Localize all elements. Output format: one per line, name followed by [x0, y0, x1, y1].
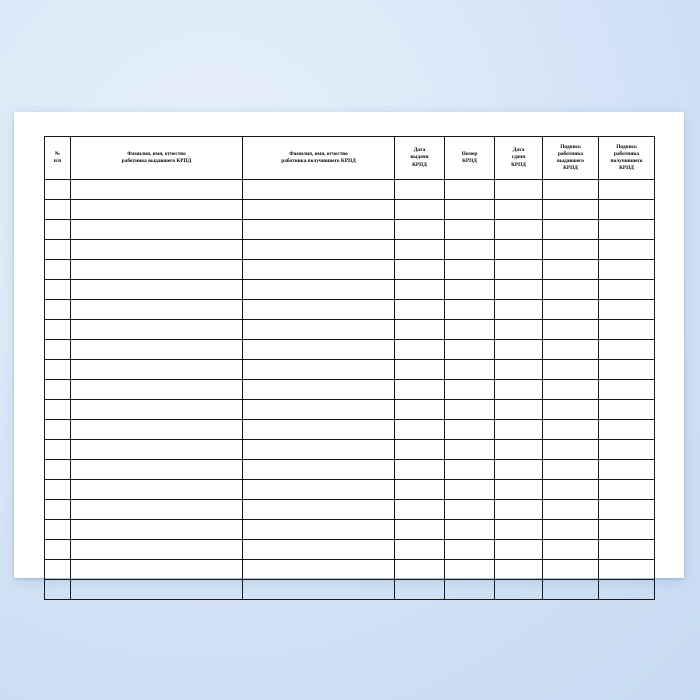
table-cell-return_date[interactable]	[495, 340, 543, 360]
table-cell-no[interactable]	[45, 180, 71, 200]
table-cell-no[interactable]	[45, 560, 71, 580]
table-cell-no[interactable]	[45, 580, 71, 600]
column-header-return-date-line-1: Дата	[512, 147, 525, 154]
table-cell-receiver_name[interactable]	[243, 380, 395, 400]
table-cell-issuer_signature[interactable]	[543, 380, 599, 400]
table-cell-no[interactable]	[45, 540, 71, 560]
table-cell-number[interactable]	[445, 560, 495, 580]
table-cell-issuer_name[interactable]	[71, 580, 243, 600]
table-cell-issuer_signature[interactable]	[543, 280, 599, 300]
table-cell-return_date[interactable]	[495, 480, 543, 500]
column-header-receiver-signature-line-4: КРПД	[619, 165, 634, 172]
table-cell-issuer_name[interactable]	[71, 420, 243, 440]
table-cell-no[interactable]	[45, 400, 71, 420]
table-row	[45, 380, 655, 400]
table-cell-receiver_name[interactable]	[243, 560, 395, 580]
table-row	[45, 320, 655, 340]
table-cell-receiver_signature[interactable]	[599, 220, 655, 240]
table-cell-receiver_name[interactable]	[243, 200, 395, 220]
table-cell-no[interactable]	[45, 480, 71, 500]
paper-sheet	[14, 112, 684, 578]
table-cell-receiver_signature[interactable]	[599, 380, 655, 400]
table-cell-receiver_signature[interactable]	[599, 200, 655, 220]
column-header-receiver-name-line-1: Фамилия, имя, отчество	[289, 150, 348, 157]
table-cell-receiver_name[interactable]	[243, 280, 395, 300]
table-cell-return_date[interactable]	[495, 580, 543, 600]
column-header-number-line-1: Номер	[461, 150, 478, 157]
table-body	[45, 180, 655, 600]
table-cell-issuer_signature[interactable]	[543, 300, 599, 320]
table-cell-issuer_signature[interactable]	[543, 180, 599, 200]
table-cell-issuer_signature[interactable]	[543, 560, 599, 580]
column-header-receiver-signature	[599, 137, 655, 180]
table-cell-issuer_name[interactable]	[71, 540, 243, 560]
table-cell-receiver_signature[interactable]	[599, 280, 655, 300]
table-cell-receiver_name[interactable]	[243, 480, 395, 500]
table-cell-issue_date[interactable]	[395, 220, 445, 240]
table-cell-receiver_name[interactable]	[243, 420, 395, 440]
table-row	[45, 440, 655, 460]
table-row	[45, 500, 655, 520]
table-row	[45, 340, 655, 360]
table-cell-return_date[interactable]	[495, 300, 543, 320]
table-cell-issue_date[interactable]	[395, 360, 445, 380]
table-cell-receiver_signature[interactable]	[599, 320, 655, 340]
register-table	[44, 136, 655, 600]
column-header-issuer-signature-line-2: работника	[557, 150, 584, 157]
table-cell-issuer_name[interactable]	[71, 400, 243, 420]
table-cell-receiver_signature[interactable]	[599, 580, 655, 600]
table-row	[45, 240, 655, 260]
table-cell-no[interactable]	[45, 320, 71, 340]
table-cell-return_date[interactable]	[495, 500, 543, 520]
table-cell-receiver_signature[interactable]	[599, 540, 655, 560]
table-cell-receiver_signature[interactable]	[599, 340, 655, 360]
table-cell-issue_date[interactable]	[395, 280, 445, 300]
column-header-return-date-line-3: КРПД	[511, 161, 526, 168]
column-header-issue-date-line-1: Дата	[413, 147, 426, 154]
table-cell-receiver_signature[interactable]	[599, 420, 655, 440]
table-cell-receiver_name[interactable]	[243, 440, 395, 460]
table-row	[45, 360, 655, 380]
table-cell-no[interactable]	[45, 240, 71, 260]
table-cell-receiver_name[interactable]	[243, 180, 395, 200]
table-cell-receiver_name[interactable]	[243, 580, 395, 600]
table-row	[45, 280, 655, 300]
table-cell-number[interactable]	[445, 200, 495, 220]
table-row	[45, 200, 655, 220]
column-header-issue-date-line-2: выдачи	[410, 154, 429, 161]
table-cell-issuer_name[interactable]	[71, 380, 243, 400]
table-row	[45, 180, 655, 200]
table-cell-issue_date[interactable]	[395, 480, 445, 500]
table-cell-return_date[interactable]	[495, 440, 543, 460]
table-cell-number[interactable]	[445, 380, 495, 400]
table-cell-return_date[interactable]	[495, 380, 543, 400]
table-cell-return_date[interactable]	[495, 420, 543, 440]
table-cell-issuer_name[interactable]	[71, 340, 243, 360]
table-cell-issuer_name[interactable]	[71, 200, 243, 220]
table-cell-number[interactable]	[445, 260, 495, 280]
table-cell-no[interactable]	[45, 260, 71, 280]
table-cell-number[interactable]	[445, 420, 495, 440]
table-cell-issue_date[interactable]	[395, 180, 445, 200]
table-cell-issuer_name[interactable]	[71, 520, 243, 540]
column-header-number-line-2: КРПД	[462, 158, 477, 164]
table-cell-receiver_signature[interactable]	[599, 300, 655, 320]
table-cell-receiver_name[interactable]	[243, 340, 395, 360]
table-cell-issuer_signature[interactable]	[543, 540, 599, 560]
table-cell-issuer_name[interactable]	[71, 260, 243, 280]
table-cell-issuer_name[interactable]	[71, 320, 243, 340]
table-cell-number[interactable]	[445, 220, 495, 240]
table-cell-issue_date[interactable]	[395, 500, 445, 520]
table-cell-issuer_signature[interactable]	[543, 200, 599, 220]
table-cell-issue_date[interactable]	[395, 320, 445, 340]
column-header-return-date	[495, 137, 543, 180]
table-cell-issue_date[interactable]	[395, 340, 445, 360]
column-header-issuer-signature-line-1: Подпись	[560, 143, 581, 150]
column-header-issuer-name-line-2: работника выдавшего КРПД	[121, 158, 192, 164]
table-cell-receiver_name[interactable]	[243, 260, 395, 280]
table-cell-issuer_signature[interactable]	[543, 320, 599, 340]
table-cell-issuer_signature[interactable]	[543, 480, 599, 500]
table-cell-return_date[interactable]	[495, 540, 543, 560]
column-header-issuer-signature	[543, 137, 599, 180]
column-header-receiver-signature-line-2: работника	[613, 150, 640, 157]
column-header-no-line-2: п/п	[53, 158, 62, 164]
table-cell-issuer_name[interactable]	[71, 220, 243, 240]
table-cell-receiver_name[interactable]	[243, 540, 395, 560]
column-header-receiver-signature-line-1: Подпись	[616, 143, 637, 150]
table-cell-no[interactable]	[45, 220, 71, 240]
table-cell-return_date[interactable]	[495, 520, 543, 540]
table-cell-issue_date[interactable]	[395, 520, 445, 540]
table-cell-issuer_name[interactable]	[71, 180, 243, 200]
table-cell-receiver_signature[interactable]	[599, 440, 655, 460]
table-row	[45, 540, 655, 560]
table-cell-receiver_name[interactable]	[243, 460, 395, 480]
table-cell-issue_date[interactable]	[395, 460, 445, 480]
table-cell-issuer_signature[interactable]	[543, 520, 599, 540]
table-cell-return_date[interactable]	[495, 320, 543, 340]
table-cell-number[interactable]	[445, 280, 495, 300]
column-header-number	[445, 137, 495, 180]
table-cell-no[interactable]	[45, 340, 71, 360]
table-cell-issue_date[interactable]	[395, 240, 445, 260]
table-cell-issuer_name[interactable]	[71, 240, 243, 260]
table-row	[45, 480, 655, 500]
table-row	[45, 460, 655, 480]
table-cell-return_date[interactable]	[495, 240, 543, 260]
table-cell-receiver_signature[interactable]	[599, 400, 655, 420]
column-header-receiver-signature-line-3: получившего	[610, 158, 643, 164]
register-table-container	[44, 136, 654, 600]
table-cell-receiver_signature[interactable]	[599, 180, 655, 200]
table-row	[45, 400, 655, 420]
table-cell-return_date[interactable]	[495, 180, 543, 200]
table-cell-no[interactable]	[45, 300, 71, 320]
table-cell-number[interactable]	[445, 320, 495, 340]
table-cell-no[interactable]	[45, 360, 71, 380]
table-cell-no[interactable]	[45, 460, 71, 480]
table-cell-issue_date[interactable]	[395, 400, 445, 420]
table-cell-issuer_name[interactable]	[71, 440, 243, 460]
table-cell-number[interactable]	[445, 460, 495, 480]
table-cell-receiver_name[interactable]	[243, 320, 395, 340]
table-cell-issuer_name[interactable]	[71, 360, 243, 380]
table-cell-receiver_name[interactable]	[243, 360, 395, 380]
column-header-issuer-signature-line-4: КРПД	[563, 165, 578, 172]
table-cell-no[interactable]	[45, 420, 71, 440]
column-header-issuer-signature-line-3: выдавшего	[557, 158, 584, 164]
table-cell-issuer_signature[interactable]	[543, 460, 599, 480]
table-row	[45, 220, 655, 240]
table-cell-receiver_name[interactable]	[243, 300, 395, 320]
table-cell-receiver_signature[interactable]	[599, 560, 655, 580]
table-cell-number[interactable]	[445, 300, 495, 320]
table-cell-number[interactable]	[445, 440, 495, 460]
table-cell-receiver_signature[interactable]	[599, 260, 655, 280]
table-cell-return_date[interactable]	[495, 200, 543, 220]
column-header-receiver-name-line-2: работника получившего КРПД	[281, 158, 356, 164]
column-header-no-line-1: №	[54, 150, 61, 157]
table-cell-no[interactable]	[45, 380, 71, 400]
table-cell-issuer_signature[interactable]	[543, 500, 599, 520]
table-row	[45, 560, 655, 580]
table-cell-issue_date[interactable]	[395, 200, 445, 220]
table-cell-issuer_signature[interactable]	[543, 260, 599, 280]
table-cell-number[interactable]	[445, 580, 495, 600]
table-cell-receiver_name[interactable]	[243, 220, 395, 240]
column-header-return-date-line-2: сдачи	[511, 154, 526, 161]
table-row	[45, 520, 655, 540]
table-cell-return_date[interactable]	[495, 400, 543, 420]
table-cell-return_date[interactable]	[495, 560, 543, 580]
table-cell-receiver_name[interactable]	[243, 500, 395, 520]
table-cell-issuer_signature[interactable]	[543, 340, 599, 360]
table-cell-receiver_signature[interactable]	[599, 500, 655, 520]
column-header-issuer-name-line-1: Фамилия, имя, отчество	[127, 150, 186, 157]
table-cell-number[interactable]	[445, 500, 495, 520]
table-cell-issuer_name[interactable]	[71, 480, 243, 500]
table-cell-issuer_signature[interactable]	[543, 240, 599, 260]
table-cell-no[interactable]	[45, 280, 71, 300]
table-cell-no[interactable]	[45, 500, 71, 520]
table-cell-no[interactable]	[45, 440, 71, 460]
table-cell-return_date[interactable]	[495, 220, 543, 240]
table-cell-number[interactable]	[445, 240, 495, 260]
table-cell-issuer_name[interactable]	[71, 300, 243, 320]
table-cell-receiver_signature[interactable]	[599, 240, 655, 260]
column-header-issuer-name	[71, 137, 243, 180]
table-cell-receiver_name[interactable]	[243, 520, 395, 540]
table-cell-receiver_signature[interactable]	[599, 360, 655, 380]
table-cell-issue_date[interactable]	[395, 260, 445, 280]
table-cell-issue_date[interactable]	[395, 580, 445, 600]
header-row	[45, 137, 655, 180]
table-cell-issuer_signature[interactable]	[543, 220, 599, 240]
table-cell-number[interactable]	[445, 360, 495, 380]
table-cell-number[interactable]	[445, 480, 495, 500]
table-cell-number[interactable]	[445, 520, 495, 540]
table-cell-issuer_signature[interactable]	[543, 360, 599, 380]
table-cell-return_date[interactable]	[495, 360, 543, 380]
table-cell-issuer_signature[interactable]	[543, 440, 599, 460]
table-cell-receiver_signature[interactable]	[599, 480, 655, 500]
table-cell-issue_date[interactable]	[395, 380, 445, 400]
table-cell-issuer_name[interactable]	[71, 460, 243, 480]
table-cell-no[interactable]	[45, 520, 71, 540]
table-cell-issue_date[interactable]	[395, 420, 445, 440]
table-cell-issue_date[interactable]	[395, 540, 445, 560]
column-header-issue-date-line-3: КРПД	[412, 161, 427, 168]
table-cell-receiver_signature[interactable]	[599, 520, 655, 540]
table-cell-receiver_signature[interactable]	[599, 460, 655, 480]
table-row	[45, 580, 655, 600]
table-cell-receiver_name[interactable]	[243, 240, 395, 260]
table-cell-number[interactable]	[445, 180, 495, 200]
table-cell-issuer_name[interactable]	[71, 560, 243, 580]
table-cell-issue_date[interactable]	[395, 300, 445, 320]
table-row	[45, 300, 655, 320]
table-cell-issuer_name[interactable]	[71, 500, 243, 520]
table-cell-issue_date[interactable]	[395, 560, 445, 580]
column-header-receiver-name	[243, 137, 395, 180]
table-cell-return_date[interactable]	[495, 260, 543, 280]
table-cell-issuer_signature[interactable]	[543, 420, 599, 440]
table-cell-number[interactable]	[445, 400, 495, 420]
table-cell-no[interactable]	[45, 200, 71, 220]
table-header	[45, 137, 655, 180]
table-cell-return_date[interactable]	[495, 460, 543, 480]
table-cell-issue_date[interactable]	[395, 440, 445, 460]
table-cell-return_date[interactable]	[495, 280, 543, 300]
table-cell-number[interactable]	[445, 540, 495, 560]
table-cell-receiver_name[interactable]	[243, 400, 395, 420]
table-row	[45, 260, 655, 280]
table-cell-issuer_signature[interactable]	[543, 580, 599, 600]
column-header-issue-date	[395, 137, 445, 180]
table-cell-number[interactable]	[445, 340, 495, 360]
column-header-no	[45, 137, 71, 180]
table-cell-issuer_signature[interactable]	[543, 400, 599, 420]
table-cell-issuer_name[interactable]	[71, 280, 243, 300]
table-row	[45, 420, 655, 440]
